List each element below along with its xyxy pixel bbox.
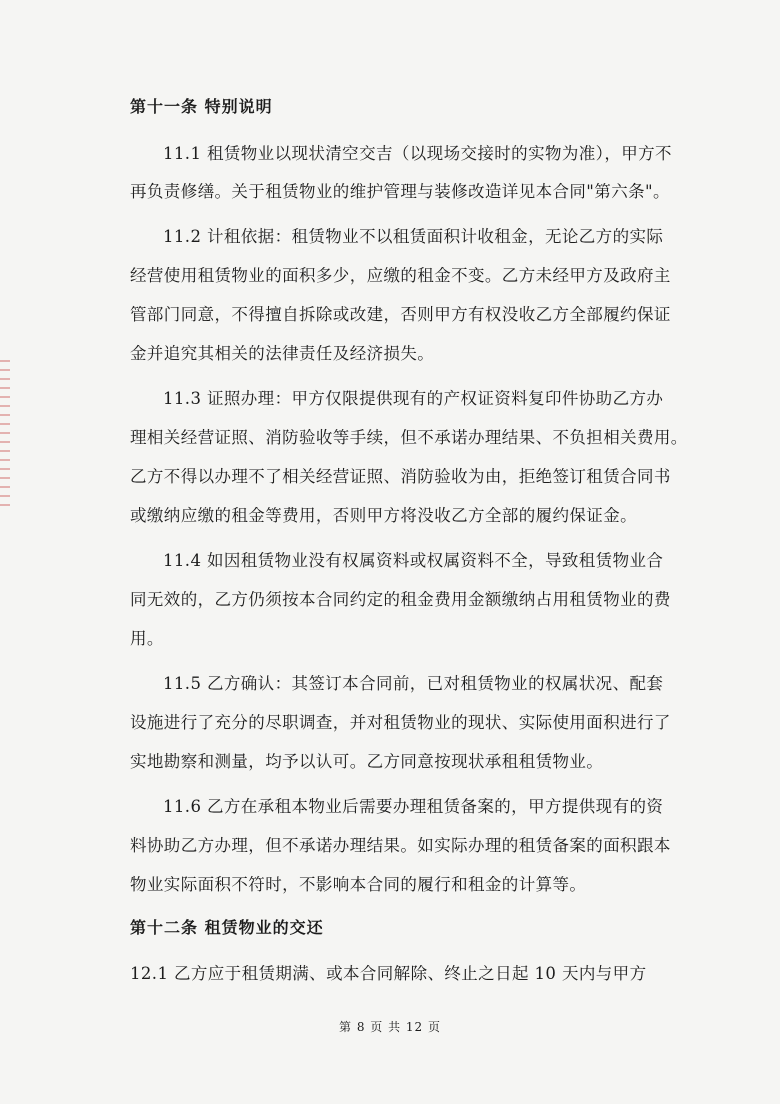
paragraph-line: 11.5 乙方确认：其签订本合同前，已对租赁物业的权属状况、配套 <box>163 674 664 693</box>
paragraph-line: 料协助乙方办理，但不承诺办理结果。如实际办理的租赁备案的面积跟本 <box>130 836 671 855</box>
paragraph-line: 或缴纳应缴的租金等费用，否则甲方将没收乙方全部的履约保证金。 <box>130 506 637 525</box>
paragraph-line: 11.1 租赁物业以现状清空交吉（以现场交接时的实物为准），甲方不 <box>163 144 672 163</box>
paragraph-line: 乙方不得以办理不了相关经营证照、消防验收为由，拒绝签订租赁合同书 <box>130 467 671 486</box>
page-number-footer: 第 8 页 共 12 页 <box>339 1020 441 1034</box>
paragraph-line: 管部门同意，不得擅自拆除或改建，否则甲方有权没收乙方全部履约保证 <box>130 305 671 324</box>
paragraph-line: 设施进行了充分的尽职调查，并对租赁物业的现状、实际使用面积进行了 <box>130 713 671 732</box>
paragraph-line: 11.2 计租依据：租赁物业不以租赁面积计收租金，无论乙方的实际 <box>163 227 664 246</box>
paragraph-line: 同无效的，乙方仍须按本合同约定的租金费用金额缴纳占用租赁物业的费 <box>130 590 671 609</box>
paragraph-line: 实地勘察和测量，均予以认可。乙方同意按现状承租租赁物业。 <box>130 752 604 771</box>
paragraph-line: 物业实际面积不符时，不影响本合同的履行和租金的计算等。 <box>130 875 587 894</box>
paragraph-line: 经营使用租赁物业的面积多少，应缴的租金不变。乙方未经甲方及政府主 <box>130 266 671 285</box>
paragraph-line: 11.4 如因租赁物业没有权属资料或权属资料不全，导致租赁物业合 <box>163 551 664 570</box>
paragraph-line: 11.3 证照办理：甲方仅限提供现有的产权证资料复印件协助乙方办 <box>163 389 664 408</box>
section-heading-12: 第十二条 租赁物业的交还 <box>130 918 324 937</box>
paragraph-line: 用。 <box>130 629 164 648</box>
paragraph-line: 11.6 乙方在承租本物业后需要办理租赁备案的，甲方提供现有的资 <box>163 797 664 816</box>
paragraph-line: 金并追究其相关的法律责任及经济损失。 <box>130 344 435 363</box>
paragraph-line: 理相关经营证照、消防验收等手续，但不承诺办理结果、不负担相关费用。 <box>130 428 688 447</box>
paragraph-line: 再负责修缮。关于租赁物业的维护管理与装修改造详见本合同"第六条"。 <box>130 182 670 201</box>
scan-margin-mark <box>0 360 10 510</box>
paragraph-line: 12.1 乙方应于租赁期满、或本合同解除、终止之日起 10 天内与甲方 <box>130 964 647 983</box>
section-heading-11: 第十一条 特别说明 <box>130 97 273 116</box>
